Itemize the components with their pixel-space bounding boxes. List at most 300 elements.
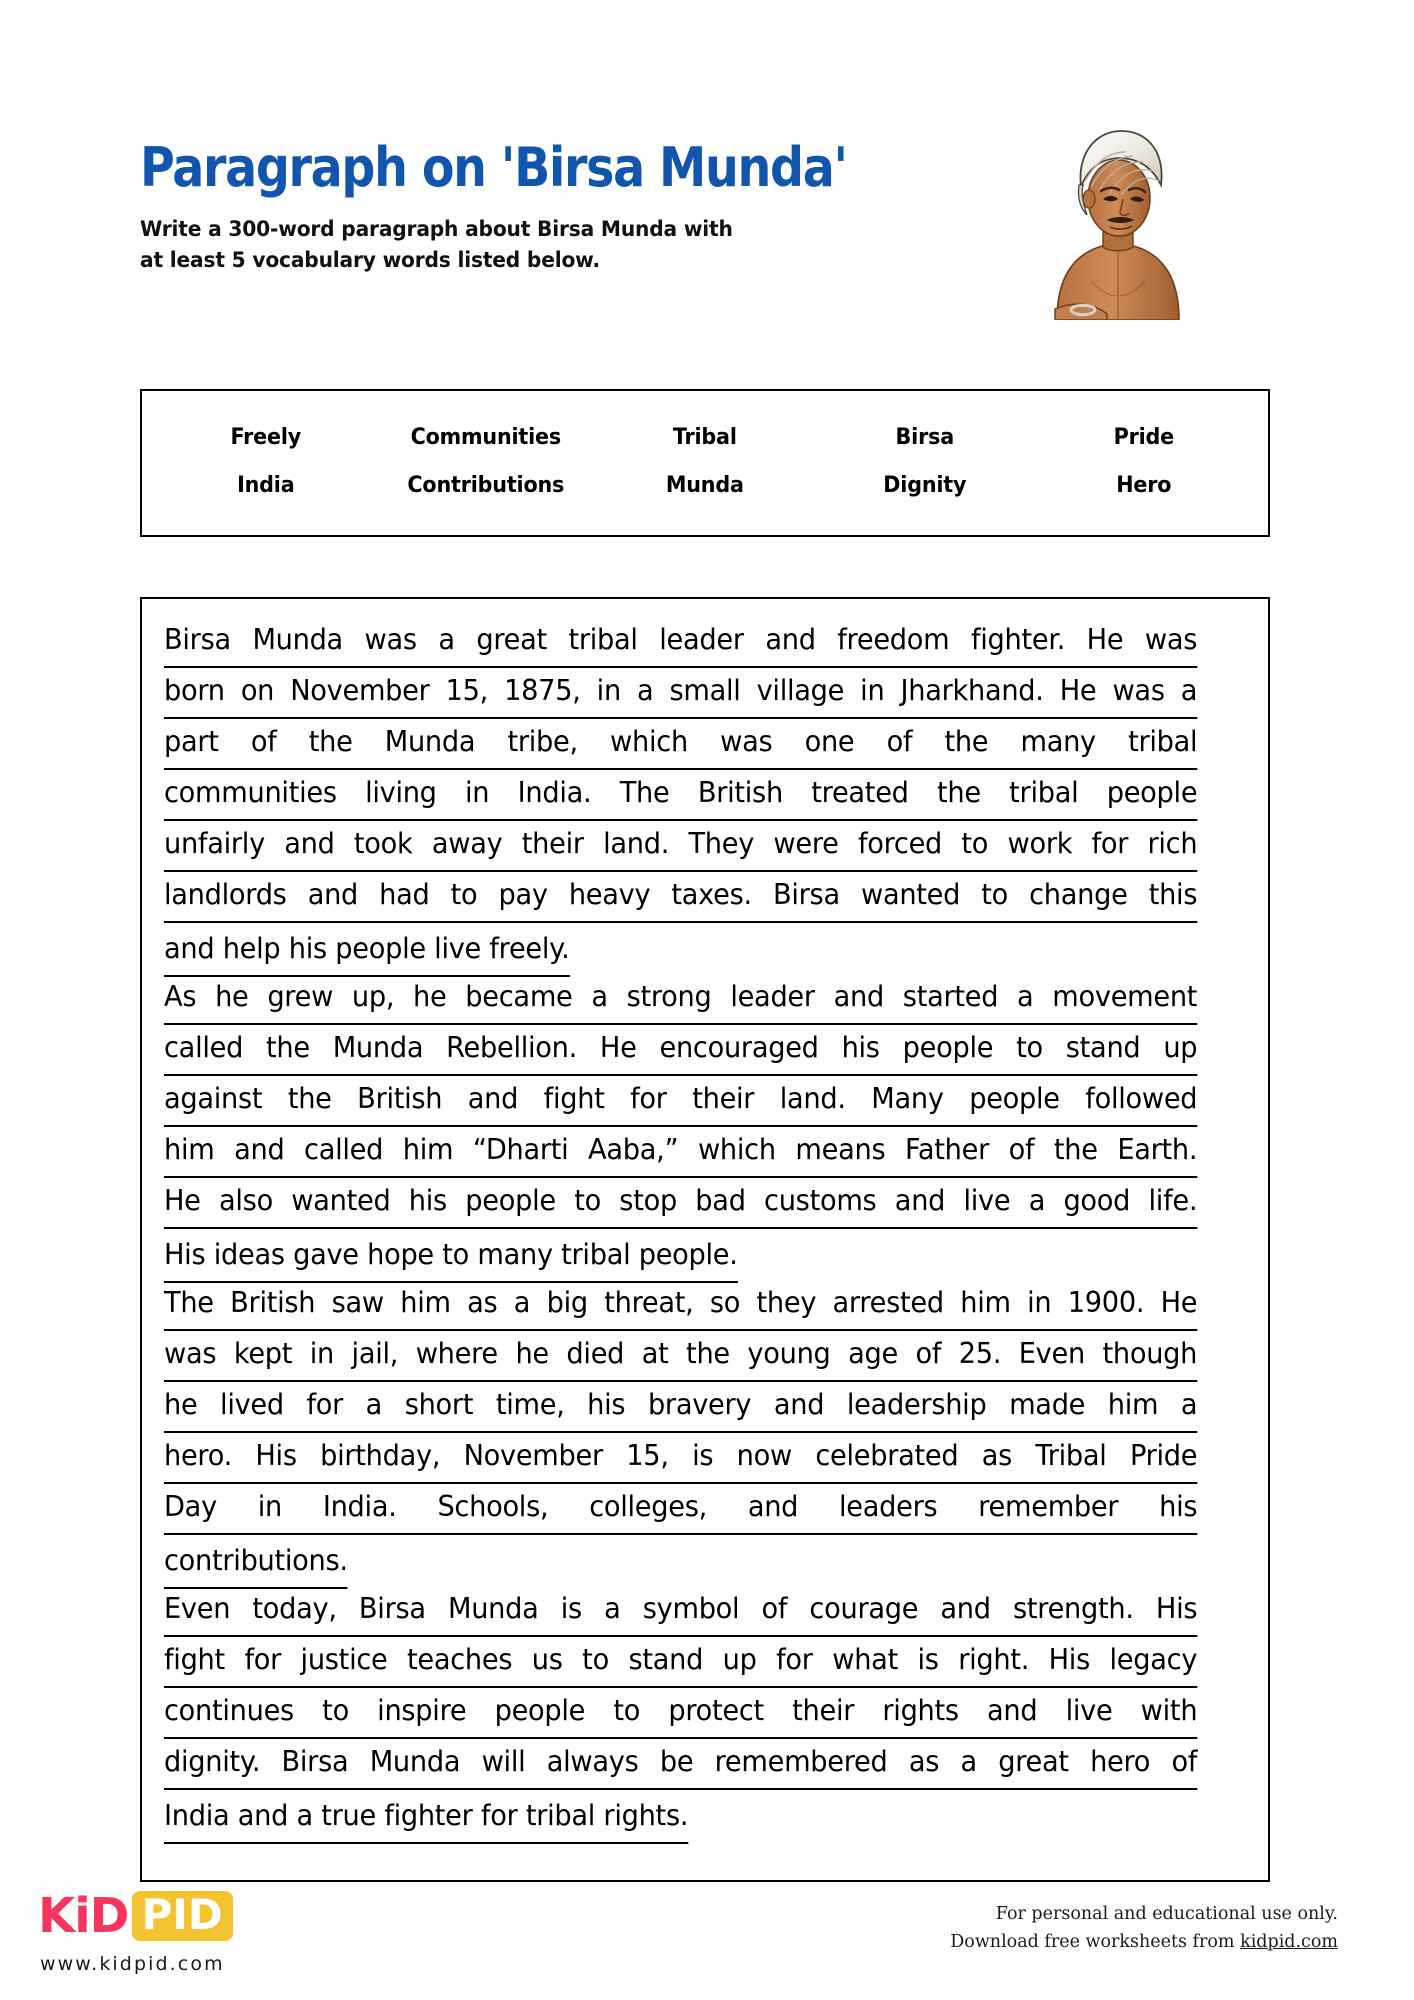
logo-kid-text: KiD	[38, 1888, 129, 1944]
answer-word: he	[413, 980, 447, 1013]
answer-word: landlords	[164, 878, 287, 911]
answer-word: living	[365, 776, 437, 809]
answer-word: Even	[164, 1592, 231, 1625]
answer-word: leadership	[846, 1388, 987, 1421]
vocabulary-row-1	[156, 424, 1254, 450]
answer-word: He	[1059, 674, 1097, 707]
answer-word: for	[630, 1082, 667, 1115]
answer-word: to	[450, 878, 478, 911]
answer-word: young	[747, 1337, 831, 1370]
answer-word: Schools,	[437, 1490, 549, 1523]
answer-text-line	[164, 923, 1197, 974]
answer-word: people	[1106, 776, 1198, 809]
answer-word: and	[773, 1388, 825, 1421]
answer-word: wanted	[860, 878, 961, 911]
answer-word: and	[234, 1133, 285, 1166]
answer-word: the	[1053, 1133, 1098, 1166]
answer-word: Even	[1018, 1337, 1085, 1370]
answer-word: which	[697, 1133, 776, 1166]
kidpid-logo	[38, 1888, 368, 1944]
answer-word: had	[379, 878, 430, 911]
vocabulary-word: India	[237, 472, 295, 498]
answer-word: arrested	[832, 1286, 944, 1319]
answer-line-text: contributions.	[164, 1535, 348, 1589]
answer-word: their	[792, 1694, 855, 1727]
answer-word: Birsa	[164, 623, 231, 656]
answer-word: so	[709, 1286, 741, 1319]
answer-word: started	[902, 980, 999, 1013]
answer-word: as	[467, 1286, 498, 1319]
answer-word: and	[284, 827, 335, 860]
answer-text-line	[164, 1688, 1197, 1739]
answer-word: Tribal	[1035, 1439, 1107, 1472]
answer-word: to	[582, 1643, 609, 1676]
answer-word: the	[936, 776, 981, 809]
answer-word: 1900.	[1067, 1286, 1145, 1319]
vocabulary-word: Hero	[1116, 472, 1172, 498]
answer-word: was	[1112, 674, 1165, 707]
answer-word: British	[230, 1286, 316, 1319]
vocabulary-word: Communities	[410, 424, 561, 450]
vocabulary-word: Birsa	[895, 424, 954, 450]
legal-notice	[950, 1900, 1338, 1957]
instruction-line-1: Write a 300-word paragraph about Birsa Munda with	[140, 217, 733, 243]
answer-word: strong	[626, 980, 712, 1013]
answer-word: is	[692, 1439, 714, 1472]
answer-word: life.	[1148, 1184, 1198, 1217]
answer-word: and	[833, 980, 884, 1013]
answer-word: Birsa	[281, 1745, 349, 1778]
answer-word: customs	[764, 1184, 877, 1217]
answer-word: unfairly	[164, 827, 265, 860]
answer-line-text: His ideas gave hope to many tribal people.	[164, 1229, 738, 1283]
answer-word: short	[404, 1388, 474, 1421]
answer-word: kept	[233, 1337, 293, 1370]
answer-word: land.	[779, 1082, 846, 1115]
logo-pid-badge	[132, 1891, 233, 1941]
worksheet-instructions	[140, 214, 986, 276]
vocabulary-word: Munda	[666, 472, 744, 498]
answer-word: bad	[695, 1184, 746, 1217]
answer-text-line	[164, 770, 1197, 821]
vocabulary-word: Dignity	[883, 472, 967, 498]
answer-word: birthday,	[320, 1439, 441, 1472]
answer-word: bravery	[647, 1388, 752, 1421]
answer-word: up,	[351, 980, 395, 1013]
answer-word: remember	[978, 1490, 1119, 1523]
answer-word: celebrated	[815, 1439, 959, 1472]
paragraph-2	[164, 974, 1246, 1280]
answer-text-line	[164, 821, 1197, 872]
answer-word: As	[164, 980, 197, 1013]
answer-word: a	[513, 1286, 531, 1319]
answer-word: of	[1008, 1133, 1035, 1166]
answer-word: the	[308, 725, 353, 758]
answer-word: also	[219, 1184, 273, 1217]
answer-word: called	[304, 1133, 384, 1166]
answer-word: He	[1160, 1286, 1198, 1319]
answer-word: colleges,	[589, 1490, 707, 1523]
answer-word: always	[546, 1745, 639, 1778]
answer-word: legacy	[1109, 1643, 1198, 1676]
answer-word: Munda	[332, 1031, 424, 1064]
answer-word: remembered	[714, 1745, 888, 1778]
answer-word: to	[613, 1694, 641, 1727]
answer-text-line	[164, 1586, 1197, 1637]
answer-word: rights	[882, 1694, 959, 1727]
answer-word: leader	[730, 980, 815, 1013]
answer-word: symbol	[642, 1592, 740, 1625]
answer-word: will	[481, 1745, 526, 1778]
answer-text-line	[164, 1535, 1197, 1586]
answer-word: the	[686, 1337, 730, 1370]
answer-word: of	[1171, 1745, 1198, 1778]
answer-word: big	[546, 1286, 588, 1319]
answer-word: they	[756, 1286, 817, 1319]
answer-word: India.	[322, 1490, 397, 1523]
answer-word: The	[164, 1286, 214, 1319]
answer-word: their	[692, 1082, 755, 1115]
answer-word: to	[574, 1184, 601, 1217]
answer-word: against	[164, 1082, 263, 1115]
answer-word: at	[641, 1337, 669, 1370]
answer-word: leader	[659, 623, 744, 656]
answer-word: India.	[517, 776, 592, 809]
answer-word: him	[960, 1286, 1011, 1319]
answer-text-line	[164, 668, 1197, 719]
answer-word: people	[465, 1184, 556, 1217]
answer-word: time,	[495, 1388, 565, 1421]
answer-word: him	[1107, 1388, 1159, 1421]
answer-word: the	[944, 725, 989, 758]
answer-text-line	[164, 1229, 1197, 1280]
answer-word: and	[987, 1694, 1038, 1727]
answer-word: small	[669, 674, 741, 707]
answer-word: right.	[958, 1643, 1030, 1676]
answer-word: teaches	[407, 1643, 513, 1676]
answer-word: a	[1180, 1388, 1198, 1421]
answer-word: strength.	[1012, 1592, 1134, 1625]
answer-word: a	[1017, 980, 1034, 1013]
answer-word: His	[1155, 1592, 1198, 1625]
answer-word: became	[465, 980, 573, 1013]
answer-word: fighter.	[970, 623, 1066, 656]
answer-word: live	[963, 1184, 1011, 1217]
answer-word: of	[886, 725, 913, 758]
answer-word: freedom	[837, 623, 950, 656]
answer-word: in	[257, 1490, 283, 1523]
answer-text-line	[164, 1178, 1197, 1229]
vocabulary-word: Pride	[1113, 424, 1175, 450]
answer-word: grew	[267, 980, 334, 1013]
answer-word: They	[688, 827, 755, 860]
answer-word: in	[860, 674, 885, 707]
answer-word: and	[307, 878, 359, 911]
kidpid-link[interactable]: kidpid.com	[1240, 1932, 1338, 1953]
answer-word: in	[1027, 1286, 1052, 1319]
answer-word: a	[604, 1592, 621, 1625]
answer-word: now	[736, 1439, 792, 1472]
answer-word: away	[431, 827, 503, 860]
answer-text-line	[164, 974, 1197, 1025]
answer-word: live	[1065, 1694, 1113, 1727]
answer-word: called	[164, 1031, 244, 1064]
answer-word: change	[1029, 878, 1128, 911]
answer-word: as	[981, 1439, 1013, 1472]
answer-text-line	[164, 1331, 1197, 1382]
worksheet-header	[140, 136, 1040, 277]
answer-word: leaders	[839, 1490, 938, 1523]
answer-word: for	[1091, 827, 1129, 860]
answer-word: a	[591, 980, 608, 1013]
answer-word: continues	[164, 1694, 294, 1727]
answer-word: of	[915, 1337, 942, 1370]
answer-word: tribal	[568, 623, 638, 656]
answer-word: Father	[905, 1133, 989, 1166]
answer-word: He	[1086, 623, 1124, 656]
answer-word: he	[164, 1388, 198, 1421]
answer-word: forced	[857, 827, 943, 860]
answer-word: their	[521, 827, 584, 860]
vocabulary-word: Freely	[230, 424, 302, 450]
answer-word: inspire	[377, 1694, 467, 1727]
answer-word: age	[848, 1337, 898, 1370]
answer-text-line	[164, 1127, 1197, 1178]
answer-text-line	[164, 719, 1197, 770]
answer-word: justice	[300, 1643, 388, 1676]
answer-word: he	[215, 980, 249, 1013]
answer-word: were	[773, 827, 839, 860]
answer-word: treated	[811, 776, 909, 809]
answer-word: stand	[628, 1643, 704, 1676]
paragraph-3	[164, 1280, 1246, 1586]
page-title: Paragraph on 'Birsa Munda'	[140, 136, 847, 199]
answer-word: Munda	[384, 725, 476, 758]
answer-word: his	[587, 1388, 626, 1421]
legal-line-2	[950, 1928, 1338, 1956]
answer-word: The	[619, 776, 670, 809]
answer-word: means	[795, 1133, 886, 1166]
answer-word: taxes.	[671, 878, 752, 911]
kidpid-branding	[38, 1888, 368, 1975]
answer-word: is	[560, 1592, 582, 1625]
answer-word: today,	[252, 1592, 337, 1625]
answer-word: Munda	[448, 1592, 539, 1625]
answer-word: in	[309, 1337, 334, 1370]
instruction-line-2: at least 5 vocabulary words listed below.	[140, 248, 600, 274]
answer-word: fight	[164, 1643, 225, 1676]
paragraph-1	[164, 617, 1246, 974]
answer-word: this	[1148, 878, 1198, 911]
answer-word: to	[961, 827, 989, 860]
answer-word: hero.	[164, 1439, 232, 1472]
answer-word: followed	[1085, 1082, 1198, 1115]
answer-word: was	[720, 725, 773, 758]
answer-word: Birsa	[358, 1592, 426, 1625]
answer-word: movement	[1052, 980, 1198, 1013]
answer-word: Many	[871, 1082, 944, 1115]
answer-word: and	[747, 1490, 799, 1523]
answer-word: November	[290, 674, 430, 707]
answer-word: his	[1159, 1490, 1198, 1523]
answer-word: Aaba,”	[588, 1133, 679, 1166]
answer-text-line	[164, 1739, 1197, 1790]
answer-word: the	[265, 1031, 310, 1064]
answer-word: to	[981, 878, 1009, 911]
answer-word: encouraged	[659, 1031, 819, 1064]
legal-line-1: For personal and educational use only.	[995, 1904, 1338, 1924]
answer-word: pay	[498, 878, 548, 911]
answer-word: one	[804, 725, 855, 758]
answer-word: a	[365, 1388, 383, 1421]
birsa-munda-portrait-illustration	[1021, 95, 1216, 320]
answer-word: He	[599, 1031, 637, 1064]
answer-word: His	[1048, 1643, 1090, 1676]
answer-text-line	[164, 872, 1197, 923]
answer-word: for	[306, 1388, 344, 1421]
answer-word: people	[494, 1694, 586, 1727]
answer-word: of	[250, 725, 277, 758]
answer-line-text: India and a true fighter for tribal rights.	[164, 1790, 688, 1844]
answer-word: hero	[1090, 1745, 1151, 1778]
answer-word: in	[465, 776, 490, 809]
answer-word: Rebellion.	[446, 1031, 577, 1064]
answer-word: He	[164, 1184, 201, 1217]
answer-word: November	[463, 1439, 603, 1472]
vocabulary-word: Tribal	[673, 424, 737, 450]
answer-word: the	[287, 1082, 332, 1115]
answer-word: Birsa	[772, 878, 840, 911]
answer-word: good	[1063, 1184, 1131, 1217]
answer-word: be	[659, 1745, 694, 1778]
answer-word: fight	[543, 1082, 605, 1115]
answer-word: tribal	[1128, 725, 1198, 758]
answer-word: tribal	[1009, 776, 1079, 809]
answer-word: village	[756, 674, 845, 707]
answer-word: died	[566, 1337, 625, 1370]
answer-word: His	[255, 1439, 297, 1472]
answer-word: as	[908, 1745, 940, 1778]
answer-word: and	[894, 1184, 946, 1217]
answer-word: where	[415, 1337, 498, 1370]
answer-word: 25.	[958, 1337, 1002, 1370]
answer-word: with	[1140, 1694, 1198, 1727]
answer-word: to	[1016, 1031, 1043, 1064]
answer-word: was	[1144, 623, 1198, 656]
page-footer	[0, 1880, 1414, 2000]
answer-word: heavy	[568, 878, 651, 911]
answer-word: on	[240, 674, 275, 707]
answer-word: jail,	[351, 1337, 399, 1370]
answer-word: British	[697, 776, 783, 809]
answer-text-line	[164, 1637, 1197, 1688]
legal-line-2-prefix: Download free worksheets from	[950, 1932, 1241, 1953]
answer-word: for	[776, 1643, 813, 1676]
answer-word: wanted	[291, 1184, 391, 1217]
answer-word: us	[531, 1643, 563, 1676]
answer-word: born	[164, 674, 225, 707]
answer-word: Munda	[252, 623, 343, 656]
answer-text-line	[164, 617, 1197, 668]
answer-word: a	[438, 623, 455, 656]
answer-text-line	[164, 1076, 1197, 1127]
answer-word: rich	[1147, 827, 1198, 860]
answer-word: Day	[164, 1490, 217, 1523]
answer-word: his	[841, 1031, 880, 1064]
answer-word: 1875,	[504, 674, 581, 707]
answer-word: made	[1009, 1388, 1086, 1421]
answer-text-line	[164, 1025, 1197, 1076]
answer-text-line	[164, 1382, 1197, 1433]
answer-word: courage	[809, 1592, 919, 1625]
vocabulary-row-2	[156, 472, 1254, 498]
answer-word: 15,	[626, 1439, 669, 1472]
answer-word: land.	[603, 827, 670, 860]
answer-text-line	[164, 1433, 1197, 1484]
answer-word: to	[322, 1694, 349, 1727]
answer-word: Munda	[369, 1745, 461, 1778]
answer-word: communities	[164, 776, 337, 809]
answer-word: British	[357, 1082, 443, 1115]
answer-text-line	[164, 1280, 1197, 1331]
vocabulary-word: Contributions	[406, 472, 564, 498]
answer-text-line	[164, 1790, 1197, 1841]
answer-word: stand	[1065, 1031, 1141, 1064]
answer-word: many	[1020, 725, 1096, 758]
answer-word: great	[998, 1745, 1069, 1778]
answer-word: of	[761, 1592, 788, 1625]
answer-word: and	[467, 1082, 519, 1115]
logo-pid-text: PID	[141, 1889, 223, 1939]
answer-word: in	[596, 674, 621, 707]
answer-word: a	[1180, 674, 1198, 707]
answer-word: for	[244, 1643, 282, 1676]
website-url[interactable]: www.kidpid.com	[40, 1953, 225, 1975]
answer-word: up	[1163, 1031, 1198, 1064]
answer-word: which	[610, 725, 688, 758]
answer-word: 15,	[445, 674, 489, 707]
vocabulary-word-bank	[140, 389, 1270, 537]
answer-word: though	[1102, 1337, 1198, 1370]
answer-word: Pride	[1129, 1439, 1198, 1472]
answer-word: part	[164, 725, 219, 758]
answer-word: a	[1028, 1184, 1046, 1217]
answer-word: and	[940, 1592, 991, 1625]
answer-word: him	[402, 1133, 454, 1166]
answer-word: him	[164, 1133, 215, 1166]
answer-word: people	[902, 1031, 994, 1064]
answer-word: Jharkhand.	[900, 674, 1044, 707]
paragraph-answer-area[interactable]	[140, 597, 1270, 1882]
answer-word: stop	[619, 1184, 677, 1217]
answer-word: a	[636, 674, 654, 707]
answer-word: people	[969, 1082, 1060, 1115]
answer-word: Earth.	[1117, 1133, 1198, 1166]
answer-word: he	[515, 1337, 549, 1370]
answer-word: dignity.	[164, 1745, 261, 1778]
answer-word: what	[832, 1643, 898, 1676]
answer-word: great	[476, 623, 547, 656]
answer-word: threat,	[604, 1286, 694, 1319]
answer-line-text: and help his people live freely.	[164, 923, 569, 977]
answer-word: took	[353, 827, 413, 860]
answer-word: and	[765, 623, 816, 656]
answer-word: was	[364, 623, 417, 656]
answer-text-line	[164, 1484, 1197, 1535]
paragraph-4	[164, 1586, 1246, 1841]
answer-word: “Dharti	[472, 1133, 569, 1166]
answer-word: saw	[331, 1286, 384, 1319]
